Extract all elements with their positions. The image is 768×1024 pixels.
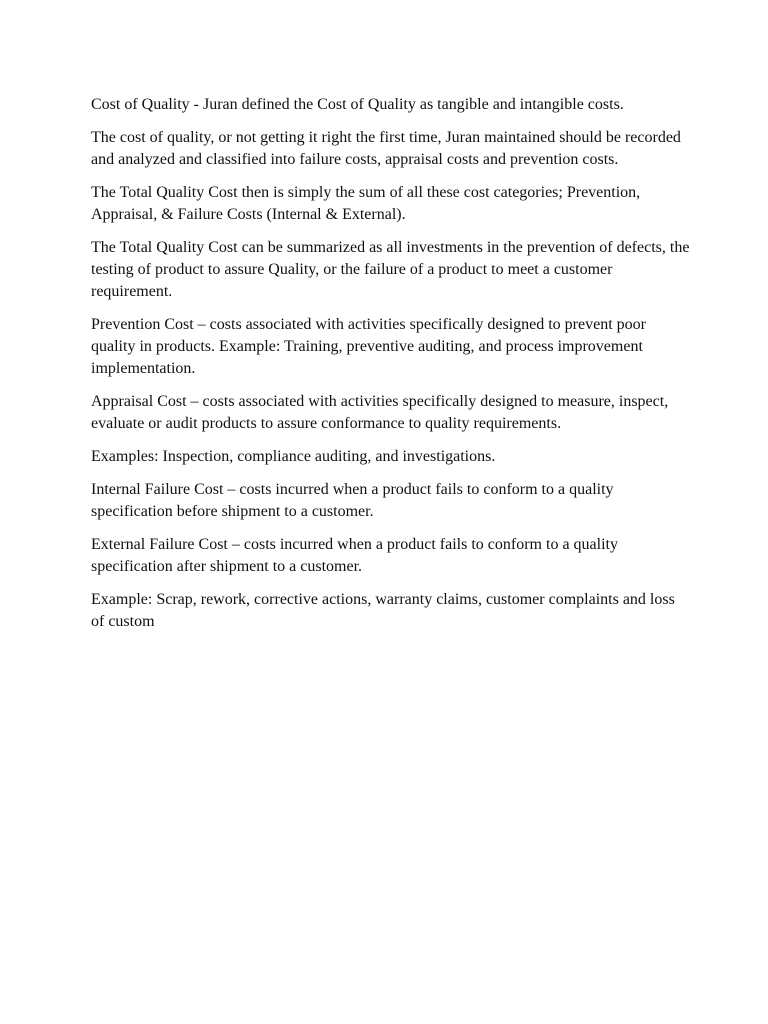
paragraph-cost-of-quality-definition: Cost of Quality - Juran defined the Cost of Quality as tangible and intangible costs. <box>91 96 624 113</box>
paragraph-total-quality-cost-summary: The Total Quality Cost can be summarized as all investments in the prevention of defects, the testing of product to assure Quality, or the failure of a product to meet a customer requirement. <box>91 239 690 300</box>
paragraph-appraisal-examples: Examples: Inspection, compliance auditing, and investigations. <box>91 448 496 465</box>
paragraph-appraisal-cost: Appraisal Cost – costs associated with activities specifically designed to measure, inspect, evaluate or audit products to assure conformance to quality requirements. <box>91 393 669 432</box>
document-body <box>91 94 691 644</box>
paragraph-total-quality-cost-sum: The Total Quality Cost then is simply the sum of all these cost categories; Prevention, Appraisal, & Failure Costs (Internal & External). <box>91 184 641 223</box>
paragraph-external-failure-cost: External Failure Cost – costs incurred when a product fails to conform to a quality specification after shipment to a customer. <box>91 536 618 575</box>
paragraph-failure-examples: Example: Scrap, rework, corrective actions, warranty claims, customer complaints and loss of custom <box>91 591 675 630</box>
paragraph-internal-failure-cost: Internal Failure Cost – costs incurred when a product fails to conform to a quality specification before shipment to a customer. <box>91 481 614 520</box>
paragraph-cost-of-quality-classification: The cost of quality, or not getting it right the first time, Juran maintained should be recorded and analyzed and classified into failure costs, appraisal costs and prevention costs. <box>91 129 681 168</box>
paragraph-prevention-cost: Prevention Cost – costs associated with activities specifically designed to prevent poor quality in products. Example: Training, preventive auditing, and process improvement implementation. <box>91 316 646 377</box>
